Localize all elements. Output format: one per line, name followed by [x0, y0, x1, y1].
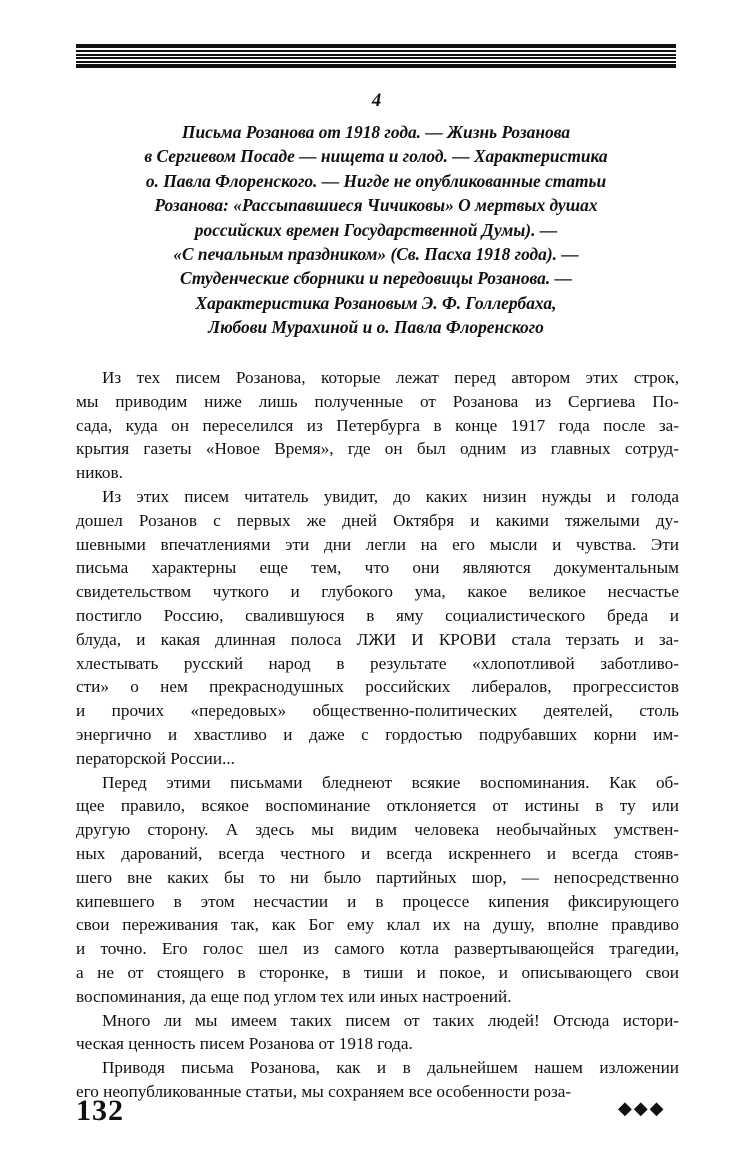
text-line: его неопубликованные статьи, мы сохраняем все особенности роза- — [76, 1081, 572, 1101]
paragraph — [76, 1009, 679, 1057]
text-line: ператорской России... — [76, 748, 235, 768]
heading-line: Характеристика Розановым Э. Ф. Голлербаха, — [195, 292, 557, 313]
heading-line: российских времен Государственной Думы). — — [194, 219, 558, 240]
text-line: Из тех писем Розанова, которые лежат перед автором этих строк, — [102, 368, 679, 387]
text-line: шего вне каких бы то ни было партийных шор, — непосредственно — [76, 867, 679, 887]
text-line: ных дарований, всегда честного и всегда искреннего и всегда стояв- — [76, 843, 679, 863]
ornament-diamonds: ◆◆◆ — [618, 1098, 666, 1119]
text-line: кипевшего в этом несчастии и в процессе кипения фиксирующего — [76, 891, 679, 911]
text-line: Приводя письма Розанова, как и в дальнейшем нашем изложении — [102, 1058, 679, 1078]
paragraph — [76, 1056, 679, 1104]
paragraph — [76, 485, 679, 771]
text-line: дошел Розанов с первых же дней Октября и какими тяжелыми ду- — [76, 510, 679, 530]
text-line: щее правило, всякое воспоминание отклоняется от истины в ту или — [76, 796, 679, 816]
text-line: Много ли мы имеем таких писем от таких людей! Отсюда истори- — [102, 1010, 679, 1030]
heading-line: в Сергиевом Посаде — нищета и голод. — Характеристика — [144, 146, 608, 167]
text-line: ников. — [76, 463, 123, 483]
paragraph — [76, 771, 679, 1009]
text-line: воспоминания, да еще под углом тех или иных настроений. — [76, 986, 512, 1006]
paragraph — [76, 366, 679, 485]
text-line: ческая ценность писем Розанова от 1918 года. — [76, 1034, 413, 1054]
text-line: другую сторону. А здесь мы видим человека необычайных умствен- — [76, 820, 679, 840]
chapter-heading — [76, 120, 676, 340]
text-line: постигло Россию, свалившуюся в яму социалистического бреда и — [76, 605, 679, 625]
heading-line: о. Павла Флоренского. — Нигде не опубликованные статьи — [145, 170, 607, 191]
heading-line: Розанова: «Рассыпавшиеся Чичиковы» О мертвых душах — [154, 195, 598, 216]
text-line: хлестывать русский народ в результате «хлопотливой заботливо- — [76, 653, 679, 673]
chapter-number: 4 — [371, 90, 382, 111]
text-line: и точно. Его голос шел из самого котла развертывающейся трагедии, — [76, 939, 679, 959]
text-line: письма характерны еще тем, что они являются документальным — [76, 558, 679, 578]
text-line: а не от стоящего в сторонке, в тиши и покое, и описывающего свои — [76, 962, 679, 982]
heading-line: Любови Мурахиной и о. Павла Флоренского — [208, 317, 544, 338]
text-line: сада, куда он переселился из Петербурга в конце 1917 года после за- — [76, 415, 679, 435]
text-line: Из этих писем читатель увидит, до каких низин нужды и голода — [102, 486, 679, 506]
text-line: крытия газеты «Новое Время», где он был одним из главных сотруд- — [76, 439, 679, 459]
text-line: свои переживания так, как Бог ему клал их на душу, вполне правдиво — [76, 915, 679, 935]
header-rule — [76, 44, 676, 70]
text-line: блуда, и какая длинная полоса ЛЖИ И КРОВИ стала терзать и за- — [76, 629, 679, 649]
text-line: и прочих «передовых» общественно-политических деятелей, столь — [76, 701, 679, 721]
body-text — [76, 366, 679, 1104]
text-line: мы приводим ниже лишь полученные от Розанова из Сергиева По- — [76, 391, 679, 411]
text-line: шевными впечатлениями эти дни легли на его мысли и чувства. Эти — [76, 534, 679, 554]
heading-line: «С печальным праздником» (Св. Пасха 1918 года). — — [173, 244, 579, 265]
text-line: Перед этими письмами бледнеют всякие воспоминания. Как об- — [102, 772, 679, 792]
heading-line: Студенческие сборники и передовицы Розанова. — — [180, 268, 572, 289]
text-line: свидетельством чуткого и глубокого ума, какое великое несчастье — [76, 582, 679, 602]
page-number: 132 — [76, 1094, 124, 1127]
heading-line: Письма Розанова от 1918 года. — Жизнь Розанова — [181, 122, 571, 142]
text-line: сти» о нем прекраснодушных российских либералов, прогрессистов — [76, 677, 679, 697]
text-line: энергично и хвастливо и даже с гордостью подрубавших корни им- — [76, 724, 679, 744]
